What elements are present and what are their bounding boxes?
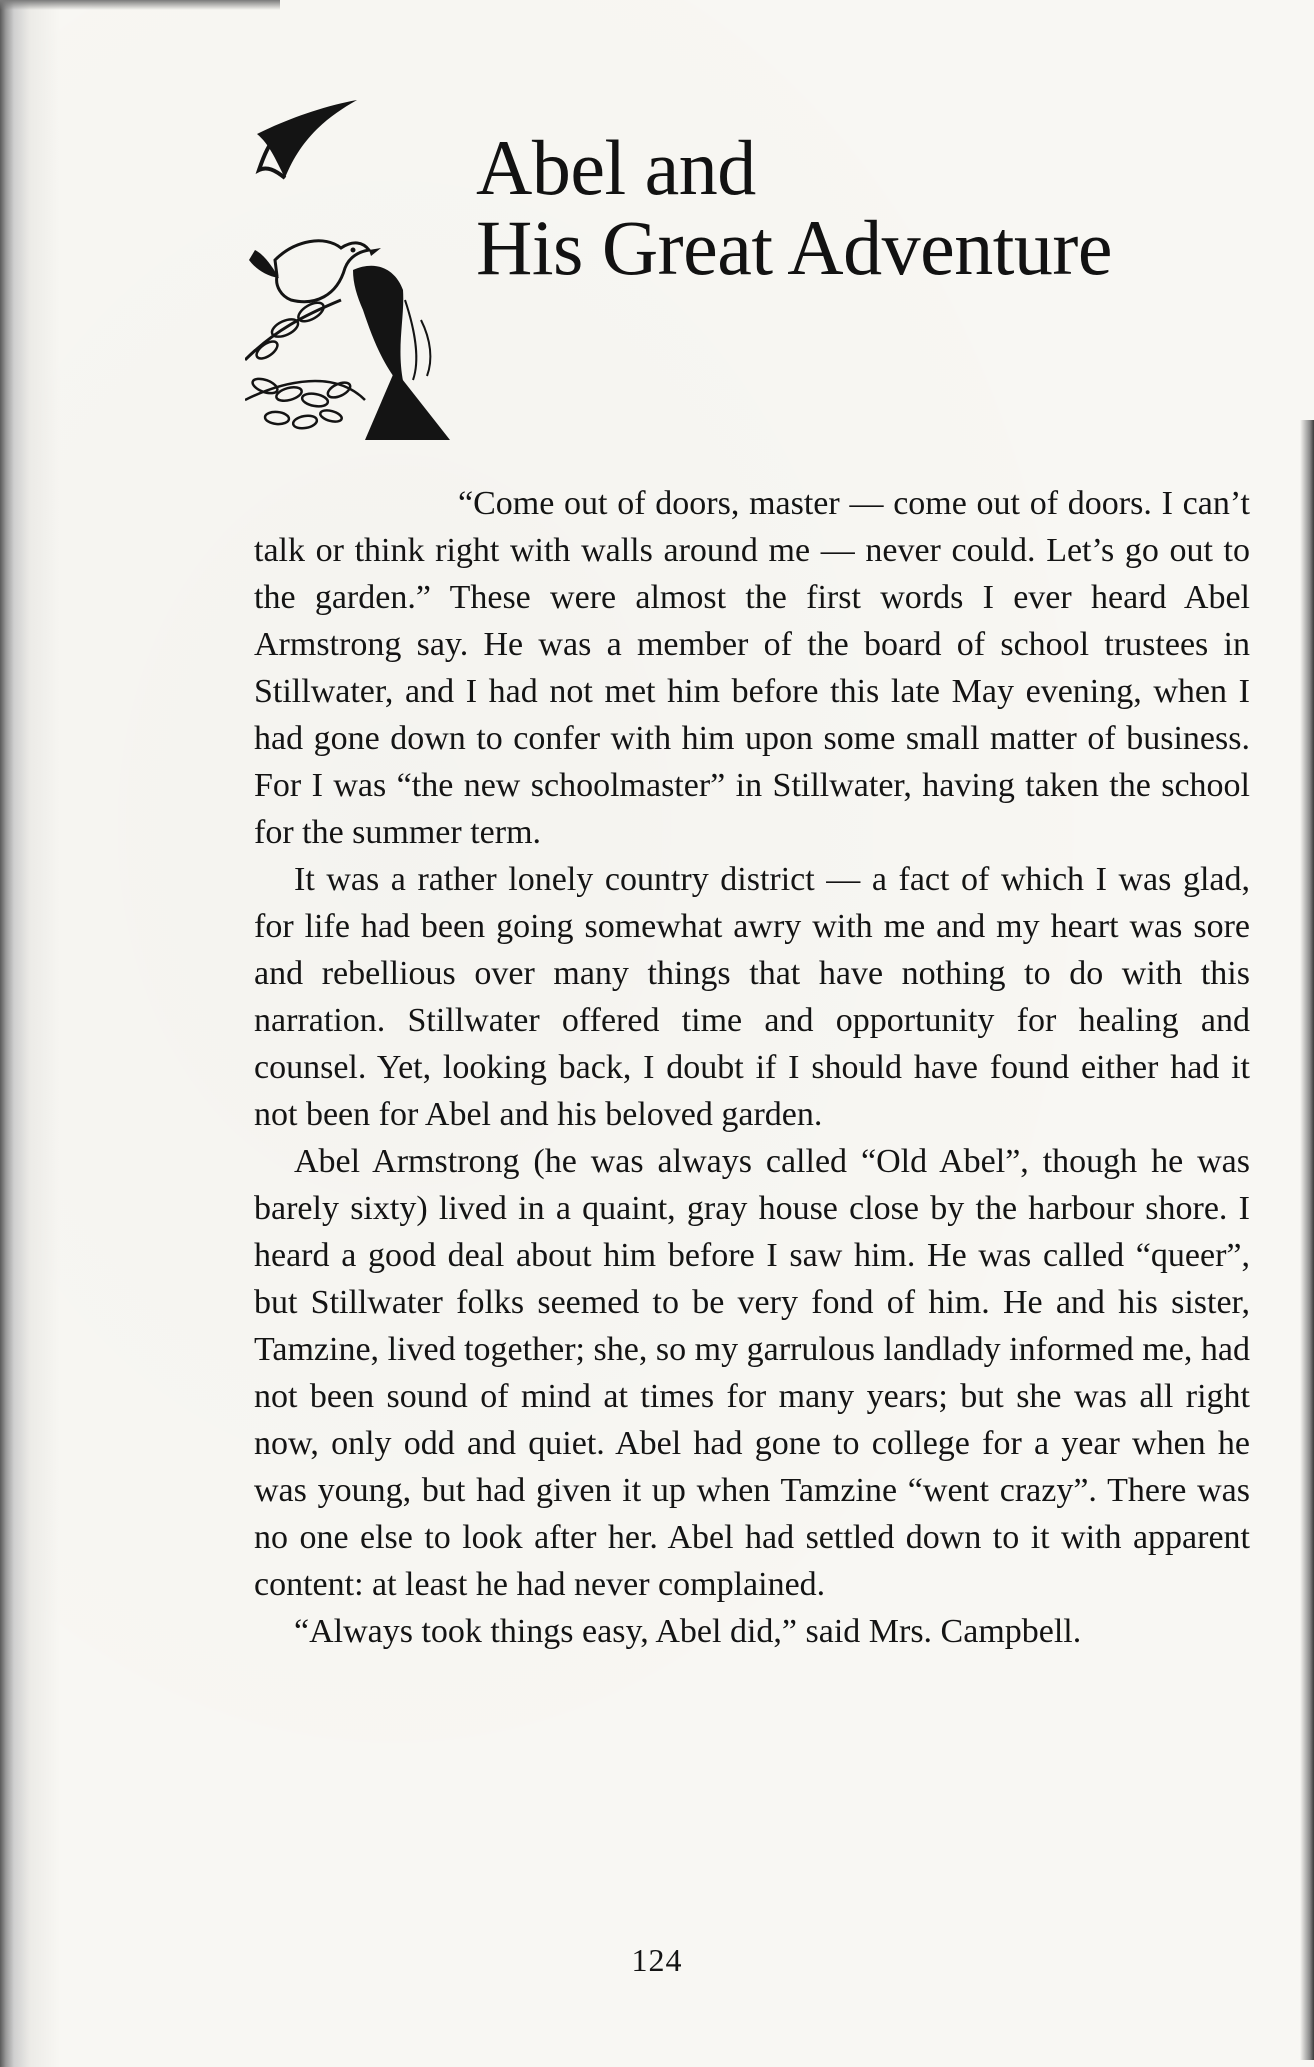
chapter-title-line-1: Abel and — [476, 124, 756, 211]
bird-and-branch-icon — [245, 100, 460, 460]
chapter-title — [476, 124, 1112, 291]
paragraph: “Always took things easy, Abel did,” said Mrs. Campbell. — [294, 1613, 1082, 1650]
paragraph: It was a rather lonely country district — a fact of which I was glad, for life had been going somewhat awry with me and my heart was sore and rebellious over many things that have nothing to do with this narration. Stillwater offered time and opportunity for healing and counsel. Yet, looking back, I doubt if I should have found either had it not been for Abel and his beloved garden. — [254, 861, 1250, 1133]
book-binding-shadow — [0, 0, 60, 2067]
paragraph: Abel Armstrong (he was always called “Old Abel”, though he was barely sixty) lived in a quaint, gray house close by the harbour shore. I heard a good deal about him before I saw him. He was called “queer”, but Stillwater folks seemed to be very fond of him. He and his sister, Tamzine, lived together; she, so my garrulous landlady informed me, had not been sound of mind at times for many years; but she was all right now, only odd and quiet. Abel had gone to college for a year when he was young, but had given it up when Tamzine “went crazy”. There was no one else to look after her. Abel had settled down to it with apparent content: at least he had never complained. — [254, 1143, 1250, 1603]
chapter-title-line-2: His Great Adventure — [476, 203, 1112, 291]
page-top-edge — [0, 0, 280, 10]
body-text — [254, 480, 1250, 1655]
page-right-edge — [1300, 420, 1314, 2060]
paragraph: “Come out of doors, master — come out of doors. I can’t talk or think right with walls around me — never could. Let’s go out to the garden.” These were almost the first words I ever heard Abel Armstrong say. He was a member of the board of school trustees in Stillwater, and I had not met him before this late May evening, when I had gone down to confer with him upon some small matter of business. For I was “the new schoolmaster” in Stillwater, having taken the school for the summer term. — [254, 485, 1250, 851]
page-number: 124 — [631, 1942, 683, 1978]
